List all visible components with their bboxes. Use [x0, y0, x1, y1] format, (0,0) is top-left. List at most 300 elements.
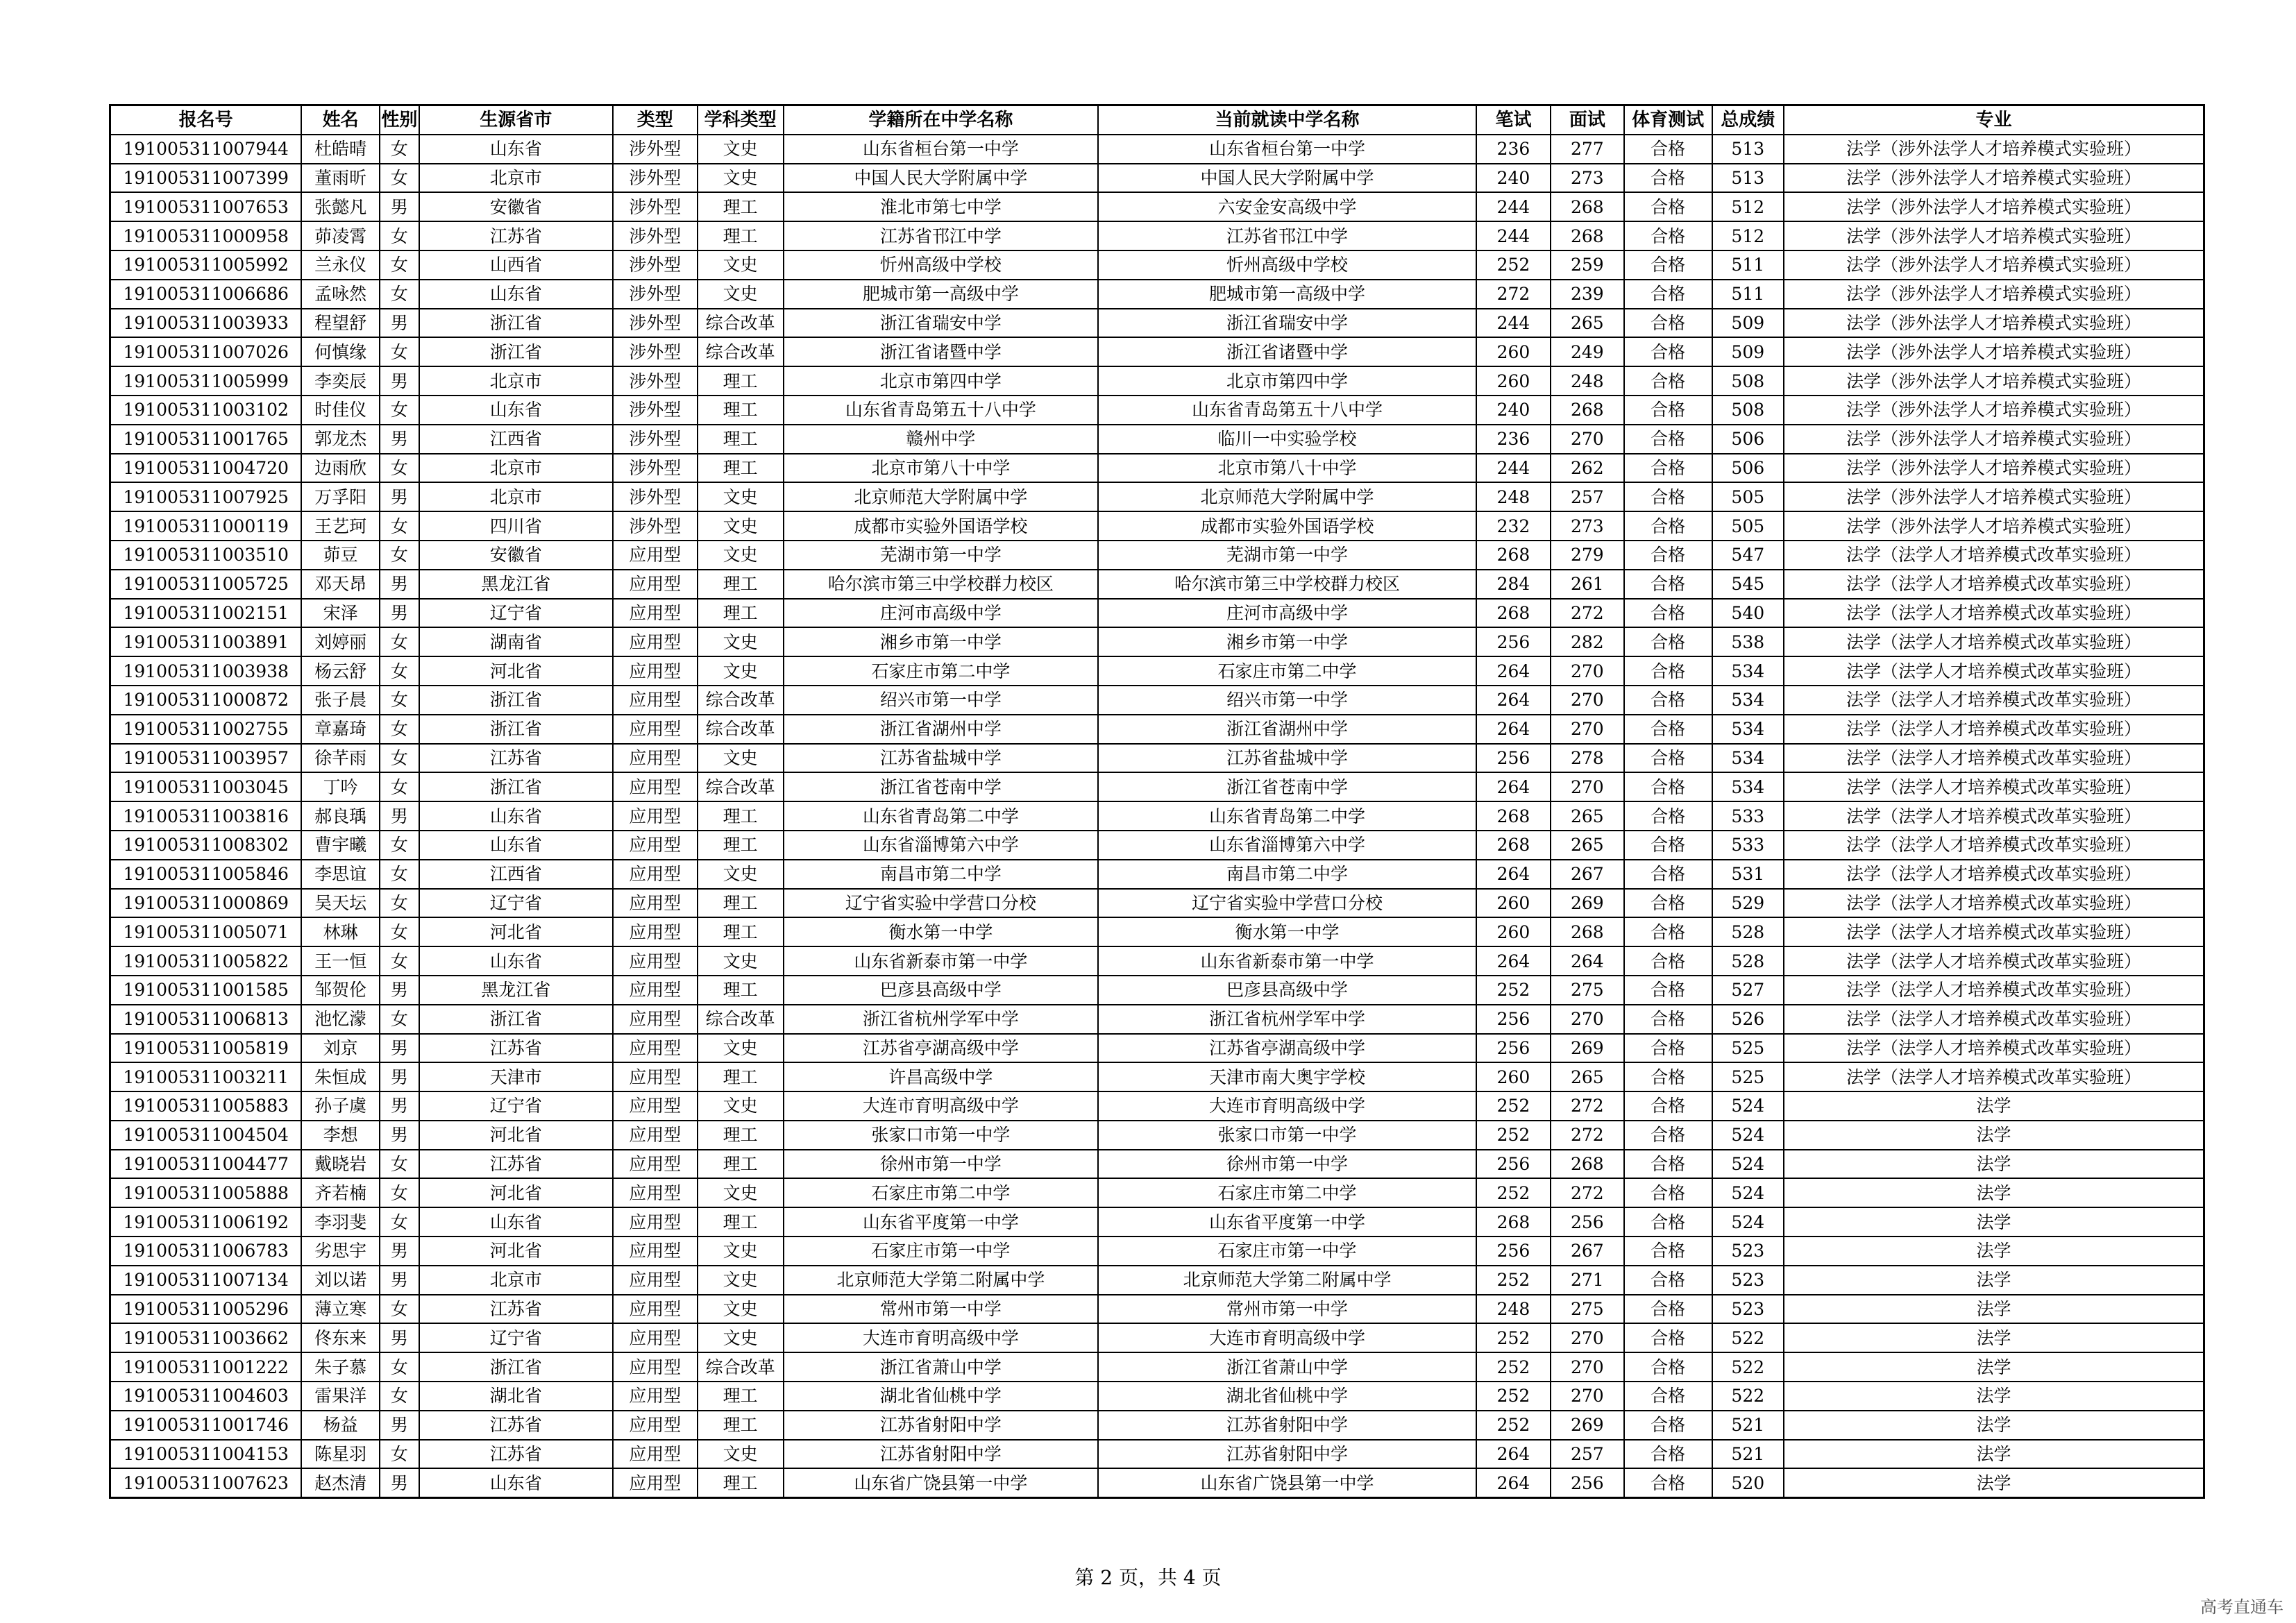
cell-major: 法学	[1784, 1468, 2204, 1497]
cell-written-score: 240	[1476, 396, 1551, 425]
cell-registration-no: 191005311007925	[110, 482, 302, 511]
cell-total-score: 524	[1712, 1091, 1784, 1121]
cell-subject-type: 理工	[698, 917, 784, 946]
cell-subject-type: 文史	[698, 656, 784, 686]
col-header-total-score: 总成绩	[1712, 105, 1784, 135]
cell-registration-no: 191005311004153	[110, 1440, 302, 1469]
cell-subject-type: 文史	[698, 1178, 784, 1207]
cell-subject-type: 理工	[698, 599, 784, 628]
cell-pe-result: 合格	[1624, 976, 1712, 1005]
cell-province: 浙江省	[419, 309, 613, 338]
cell-written-score: 232	[1476, 511, 1551, 541]
cell-total-score: 522	[1712, 1382, 1784, 1411]
cell-registration-no: 191005311007623	[110, 1468, 302, 1497]
cell-current-school: 肥城市第一高级中学	[1098, 280, 1476, 309]
cell-name: 曹宇曦	[301, 831, 380, 860]
cell-province: 辽宁省	[419, 1091, 613, 1121]
cell-registration-no: 191005311007399	[110, 164, 302, 193]
cell-province: 山东省	[419, 946, 613, 976]
cell-pe-result: 合格	[1624, 860, 1712, 889]
cell-subject-type: 文史	[698, 1295, 784, 1324]
table-row	[110, 656, 2204, 686]
cell-total-score: 521	[1712, 1411, 1784, 1440]
cell-interview-score: 270	[1551, 686, 1623, 715]
cell-gender: 男	[380, 599, 419, 628]
col-header-gender: 性别	[380, 105, 419, 135]
cell-registered-school: 大连市育明高级中学	[784, 1323, 1099, 1352]
cell-current-school: 湖北省仙桃中学	[1098, 1382, 1476, 1411]
cell-interview-score: 270	[1551, 1382, 1623, 1411]
cell-gender: 男	[380, 1468, 419, 1497]
cell-major: 法学（涉外法学人才培养模式实验班）	[1784, 396, 2204, 425]
cell-registered-school: 巴彦县高级中学	[784, 976, 1099, 1005]
cell-province: 山东省	[419, 396, 613, 425]
cell-registered-school: 大连市育明高级中学	[784, 1091, 1099, 1121]
cell-province: 河北省	[419, 656, 613, 686]
cell-total-score: 526	[1712, 1005, 1784, 1034]
cell-total-score: 540	[1712, 599, 1784, 628]
cell-subject-type: 文史	[698, 482, 784, 511]
cell-gender: 男	[380, 1121, 419, 1150]
cell-pe-result: 合格	[1624, 831, 1712, 860]
cell-name: 董雨昕	[301, 164, 380, 193]
cell-type: 应用型	[613, 686, 698, 715]
cell-subject-type: 理工	[698, 1468, 784, 1497]
cell-type: 涉外型	[613, 280, 698, 309]
cell-gender: 女	[380, 1150, 419, 1179]
cell-current-school: 大连市育明高级中学	[1098, 1091, 1476, 1121]
cell-subject-type: 理工	[698, 801, 784, 831]
cell-registered-school: 忻州高级中学校	[784, 250, 1099, 280]
cell-registered-school: 北京市第四中学	[784, 366, 1099, 396]
cell-current-school: 天津市南大奥宇学校	[1098, 1062, 1476, 1091]
cell-registration-no: 191005311003510	[110, 541, 302, 570]
cell-type: 涉外型	[613, 511, 698, 541]
cell-total-score: 524	[1712, 1178, 1784, 1207]
cell-gender: 女	[380, 337, 419, 366]
cell-type: 应用型	[613, 801, 698, 831]
col-header-province: 生源省市	[419, 105, 613, 135]
cell-current-school: 江苏省亭湖高级中学	[1098, 1034, 1476, 1063]
cell-major: 法学（涉外法学人才培养模式实验班）	[1784, 280, 2204, 309]
cell-name: 张子晨	[301, 686, 380, 715]
cell-major: 法学（涉外法学人才培养模式实验班）	[1784, 250, 2204, 280]
table-row	[110, 1150, 2204, 1179]
cell-gender: 男	[380, 1411, 419, 1440]
cell-registration-no: 191005311006783	[110, 1237, 302, 1266]
cell-current-school: 山东省青岛第五十八中学	[1098, 396, 1476, 425]
cell-gender: 女	[380, 1352, 419, 1382]
cell-pe-result: 合格	[1624, 454, 1712, 483]
cell-province: 浙江省	[419, 686, 613, 715]
cell-total-score: 545	[1712, 570, 1784, 599]
cell-total-score: 520	[1712, 1468, 1784, 1497]
cell-registration-no: 191005311005819	[110, 1034, 302, 1063]
cell-interview-score: 267	[1551, 1237, 1623, 1266]
cell-current-school: 北京市第四中学	[1098, 366, 1476, 396]
cell-province: 江苏省	[419, 1440, 613, 1469]
cell-registered-school: 山东省青岛第五十八中学	[784, 396, 1099, 425]
cell-gender: 女	[380, 164, 419, 193]
cell-pe-result: 合格	[1624, 1266, 1712, 1295]
cell-type: 涉外型	[613, 135, 698, 164]
cell-subject-type: 文史	[698, 135, 784, 164]
cell-registered-school: 芜湖市第一中学	[784, 541, 1099, 570]
table-row	[110, 192, 2204, 221]
cell-current-school: 北京师范大学第二附属中学	[1098, 1266, 1476, 1295]
cell-type: 涉外型	[613, 192, 698, 221]
cell-current-school: 巴彦县高级中学	[1098, 976, 1476, 1005]
cell-interview-score: 256	[1551, 1207, 1623, 1237]
cell-registered-school: 赣州中学	[784, 425, 1099, 454]
cell-province: 辽宁省	[419, 889, 613, 918]
cell-current-school: 北京市第八十中学	[1098, 454, 1476, 483]
cell-registered-school: 肥城市第一高级中学	[784, 280, 1099, 309]
cell-major: 法学（法学人才培养模式改革实验班）	[1784, 656, 2204, 686]
cell-current-school: 浙江省萧山中学	[1098, 1352, 1476, 1382]
cell-province: 山东省	[419, 1468, 613, 1497]
cell-total-score: 505	[1712, 511, 1784, 541]
cell-total-score: 525	[1712, 1062, 1784, 1091]
cell-province: 浙江省	[419, 1005, 613, 1034]
cell-written-score: 264	[1476, 1468, 1551, 1497]
cell-interview-score: 272	[1551, 1091, 1623, 1121]
cell-province: 天津市	[419, 1062, 613, 1091]
cell-name: 朱子慕	[301, 1352, 380, 1382]
cell-current-school: 浙江省苍南中学	[1098, 772, 1476, 801]
cell-subject-type: 文史	[698, 744, 784, 773]
cell-pe-result: 合格	[1624, 599, 1712, 628]
cell-written-score: 252	[1476, 1382, 1551, 1411]
cell-major: 法学（涉外法学人才培养模式实验班）	[1784, 309, 2204, 338]
cell-major: 法学（法学人才培养模式改革实验班）	[1784, 1005, 2204, 1034]
cell-name: 池忆濛	[301, 1005, 380, 1034]
cell-current-school: 临川一中实验学校	[1098, 425, 1476, 454]
cell-gender: 男	[380, 192, 419, 221]
table-row	[110, 135, 2204, 164]
cell-subject-type: 文史	[698, 627, 784, 656]
cell-registration-no: 191005311005725	[110, 570, 302, 599]
cell-province: 辽宁省	[419, 1323, 613, 1352]
cell-registration-no: 191005311000869	[110, 889, 302, 918]
cell-name: 雷果洋	[301, 1382, 380, 1411]
cell-interview-score: 269	[1551, 1034, 1623, 1063]
cell-major: 法学（法学人才培养模式改革实验班）	[1784, 541, 2204, 570]
table-row	[110, 1005, 2204, 1034]
table-row	[110, 1440, 2204, 1469]
cell-subject-type: 理工	[698, 454, 784, 483]
cell-name: 孙子虞	[301, 1091, 380, 1121]
cell-interview-score: 272	[1551, 1121, 1623, 1150]
cell-major: 法学	[1784, 1440, 2204, 1469]
table-row	[110, 1295, 2204, 1324]
cell-type: 应用型	[613, 1121, 698, 1150]
cell-pe-result: 合格	[1624, 1150, 1712, 1179]
cell-written-score: 268	[1476, 541, 1551, 570]
cell-current-school: 山东省广饶县第一中学	[1098, 1468, 1476, 1497]
cell-province: 山西省	[419, 250, 613, 280]
cell-type: 涉外型	[613, 396, 698, 425]
cell-interview-score: 256	[1551, 1468, 1623, 1497]
cell-gender: 男	[380, 1323, 419, 1352]
cell-written-score: 244	[1476, 454, 1551, 483]
cell-province: 江苏省	[419, 221, 613, 250]
cell-major: 法学（涉外法学人才培养模式实验班）	[1784, 425, 2204, 454]
cell-written-score: 268	[1476, 831, 1551, 860]
cell-name: 杜皓晴	[301, 135, 380, 164]
cell-interview-score: 261	[1551, 570, 1623, 599]
cell-registration-no: 191005311001222	[110, 1352, 302, 1382]
cell-registered-school: 石家庄市第二中学	[784, 1178, 1099, 1207]
cell-subject-type: 综合改革	[698, 309, 784, 338]
cell-pe-result: 合格	[1624, 686, 1712, 715]
cell-written-score: 264	[1476, 656, 1551, 686]
cell-gender: 男	[380, 1237, 419, 1266]
cell-major: 法学（法学人才培养模式改革实验班）	[1784, 744, 2204, 773]
cell-pe-result: 合格	[1624, 366, 1712, 396]
cell-name: 张懿凡	[301, 192, 380, 221]
cell-total-score: 512	[1712, 221, 1784, 250]
cell-written-score: 252	[1476, 1352, 1551, 1382]
cell-registration-no: 191005311005888	[110, 1178, 302, 1207]
cell-name: 邹贺伦	[301, 976, 380, 1005]
col-header-type: 类型	[613, 105, 698, 135]
cell-name: 李奕辰	[301, 366, 380, 396]
col-header-name: 姓名	[301, 105, 380, 135]
cell-subject-type: 理工	[698, 192, 784, 221]
cell-registered-school: 江苏省射阳中学	[784, 1440, 1099, 1469]
cell-name: 赵杰清	[301, 1468, 380, 1497]
cell-current-school: 山东省桓台第一中学	[1098, 135, 1476, 164]
cell-total-score: 525	[1712, 1034, 1784, 1063]
cell-pe-result: 合格	[1624, 1178, 1712, 1207]
cell-interview-score: 268	[1551, 192, 1623, 221]
cell-major: 法学（法学人才培养模式改革实验班）	[1784, 946, 2204, 976]
cell-name: 林琳	[301, 917, 380, 946]
table-row	[110, 366, 2204, 396]
cell-province: 山东省	[419, 135, 613, 164]
cell-current-school: 湘乡市第一中学	[1098, 627, 1476, 656]
cell-subject-type: 文史	[698, 250, 784, 280]
table-row	[110, 1323, 2204, 1352]
cell-gender: 女	[380, 1295, 419, 1324]
cell-pe-result: 合格	[1624, 917, 1712, 946]
cell-name: 李羽斐	[301, 1207, 380, 1237]
cell-province: 湖北省	[419, 1382, 613, 1411]
col-header-registration-no: 报名号	[110, 105, 302, 135]
cell-pe-result: 合格	[1624, 250, 1712, 280]
cell-type: 涉外型	[613, 309, 698, 338]
cell-registered-school: 浙江省杭州学军中学	[784, 1005, 1099, 1034]
cell-registration-no: 191005311000872	[110, 686, 302, 715]
cell-major: 法学（法学人才培养模式改革实验班）	[1784, 627, 2204, 656]
cell-registration-no: 191005311005846	[110, 860, 302, 889]
table-row	[110, 686, 2204, 715]
cell-gender: 男	[380, 482, 419, 511]
cell-written-score: 256	[1476, 1237, 1551, 1266]
cell-gender: 女	[380, 917, 419, 946]
cell-registration-no: 191005311005883	[110, 1091, 302, 1121]
cell-interview-score: 262	[1551, 454, 1623, 483]
watermark: 高考直通车	[2200, 1597, 2284, 1617]
cell-major: 法学（涉外法学人才培养模式实验班）	[1784, 192, 2204, 221]
cell-type: 涉外型	[613, 482, 698, 511]
cell-interview-score: 268	[1551, 221, 1623, 250]
cell-registration-no: 191005311007134	[110, 1266, 302, 1295]
cell-province: 江苏省	[419, 1034, 613, 1063]
table-row	[110, 570, 2204, 599]
cell-type: 涉外型	[613, 366, 698, 396]
cell-pe-result: 合格	[1624, 1382, 1712, 1411]
cell-written-score: 252	[1476, 250, 1551, 280]
cell-registered-school: 湘乡市第一中学	[784, 627, 1099, 656]
cell-written-score: 244	[1476, 192, 1551, 221]
cell-province: 北京市	[419, 454, 613, 483]
cell-gender: 女	[380, 831, 419, 860]
cell-interview-score: 265	[1551, 801, 1623, 831]
cell-major: 法学（法学人才培养模式改革实验班）	[1784, 686, 2204, 715]
cell-type: 应用型	[613, 1468, 698, 1497]
cell-interview-score: 273	[1551, 511, 1623, 541]
cell-major: 法学（涉外法学人才培养模式实验班）	[1784, 511, 2204, 541]
cell-written-score: 256	[1476, 1150, 1551, 1179]
cell-type: 应用型	[613, 715, 698, 744]
cell-name: 丁吟	[301, 772, 380, 801]
cell-registered-school: 绍兴市第一中学	[784, 686, 1099, 715]
cell-current-school: 浙江省湖州中学	[1098, 715, 1476, 744]
cell-total-score: 506	[1712, 454, 1784, 483]
cell-subject-type: 文史	[698, 1237, 784, 1266]
cell-type: 应用型	[613, 889, 698, 918]
cell-total-score: 522	[1712, 1323, 1784, 1352]
cell-current-school: 庄河市高级中学	[1098, 599, 1476, 628]
table-row	[110, 454, 2204, 483]
table-body	[110, 135, 2204, 1498]
cell-interview-score: 267	[1551, 860, 1623, 889]
cell-registered-school: 山东省新泰市第一中学	[784, 946, 1099, 976]
table-row	[110, 511, 2204, 541]
cell-type: 应用型	[613, 1062, 698, 1091]
table-row	[110, 250, 2204, 280]
table-row	[110, 425, 2204, 454]
cell-subject-type: 文史	[698, 164, 784, 193]
cell-current-school: 南昌市第二中学	[1098, 860, 1476, 889]
cell-total-score: 509	[1712, 337, 1784, 366]
table-row	[110, 801, 2204, 831]
cell-major: 法学	[1784, 1207, 2204, 1237]
cell-total-score: 529	[1712, 889, 1784, 918]
cell-major: 法学（法学人才培养模式改革实验班）	[1784, 1062, 2204, 1091]
cell-pe-result: 合格	[1624, 135, 1712, 164]
cell-total-score: 523	[1712, 1237, 1784, 1266]
cell-type: 应用型	[613, 627, 698, 656]
cell-major: 法学（法学人才培养模式改革实验班）	[1784, 801, 2204, 831]
cell-pe-result: 合格	[1624, 772, 1712, 801]
cell-subject-type: 理工	[698, 396, 784, 425]
cell-name: 时佳仪	[301, 396, 380, 425]
cell-type: 涉外型	[613, 250, 698, 280]
cell-province: 四川省	[419, 511, 613, 541]
cell-total-score: 511	[1712, 250, 1784, 280]
cell-name: 齐若楠	[301, 1178, 380, 1207]
cell-current-school: 山东省新泰市第一中学	[1098, 946, 1476, 976]
cell-written-score: 252	[1476, 1411, 1551, 1440]
cell-name: 李思谊	[301, 860, 380, 889]
cell-name: 徐芊雨	[301, 744, 380, 773]
cell-province: 江西省	[419, 860, 613, 889]
cell-name: 佟东来	[301, 1323, 380, 1352]
cell-interview-score: 282	[1551, 627, 1623, 656]
cell-pe-result: 合格	[1624, 1411, 1712, 1440]
cell-province: 湖南省	[419, 627, 613, 656]
cell-type: 应用型	[613, 917, 698, 946]
cell-pe-result: 合格	[1624, 946, 1712, 976]
cell-subject-type: 综合改革	[698, 1005, 784, 1034]
table-row	[110, 976, 2204, 1005]
cell-type: 应用型	[613, 1237, 698, 1266]
cell-pe-result: 合格	[1624, 482, 1712, 511]
cell-registration-no: 191005311007653	[110, 192, 302, 221]
cell-province: 黑龙江省	[419, 570, 613, 599]
cell-name: 王艺珂	[301, 511, 380, 541]
cell-gender: 女	[380, 860, 419, 889]
cell-type: 应用型	[613, 1440, 698, 1469]
cell-gender: 女	[380, 250, 419, 280]
cell-major: 法学（法学人才培养模式改革实验班）	[1784, 772, 2204, 801]
cell-major: 法学	[1784, 1352, 2204, 1382]
cell-total-score: 524	[1712, 1121, 1784, 1150]
cell-name: 郝良瑀	[301, 801, 380, 831]
cell-registered-school: 常州市第一中学	[784, 1295, 1099, 1324]
cell-interview-score: 270	[1551, 1323, 1623, 1352]
cell-interview-score: 239	[1551, 280, 1623, 309]
cell-interview-score: 257	[1551, 482, 1623, 511]
cell-written-score: 252	[1476, 1323, 1551, 1352]
cell-registration-no: 191005311004720	[110, 454, 302, 483]
cell-current-school: 石家庄市第二中学	[1098, 656, 1476, 686]
cell-subject-type: 综合改革	[698, 686, 784, 715]
cell-written-score: 252	[1476, 1266, 1551, 1295]
cell-major: 法学（法学人才培养模式改革实验班）	[1784, 917, 2204, 946]
cell-major: 法学	[1784, 1411, 2204, 1440]
cell-gender: 女	[380, 656, 419, 686]
cell-interview-score: 279	[1551, 541, 1623, 570]
cell-name: 邓天昂	[301, 570, 380, 599]
cell-type: 应用型	[613, 656, 698, 686]
cell-interview-score: 248	[1551, 366, 1623, 396]
cell-name: 程望舒	[301, 309, 380, 338]
cell-major: 法学（涉外法学人才培养模式实验班）	[1784, 454, 2204, 483]
cell-type: 涉外型	[613, 164, 698, 193]
cell-province: 北京市	[419, 164, 613, 193]
cell-registration-no: 191005311001746	[110, 1411, 302, 1440]
cell-total-score: 527	[1712, 976, 1784, 1005]
cell-pe-result: 合格	[1624, 164, 1712, 193]
cell-registration-no: 191005311005296	[110, 1295, 302, 1324]
cell-gender: 男	[380, 801, 419, 831]
cell-registered-school: 衡水第一中学	[784, 917, 1099, 946]
cell-total-score: 508	[1712, 366, 1784, 396]
cell-registered-school: 浙江省萧山中学	[784, 1352, 1099, 1382]
table-row	[110, 917, 2204, 946]
cell-current-school: 江苏省邗江中学	[1098, 221, 1476, 250]
cell-name: 王一恒	[301, 946, 380, 976]
cell-registration-no: 191005311002755	[110, 715, 302, 744]
cell-type: 应用型	[613, 1295, 698, 1324]
cell-total-score: 523	[1712, 1266, 1784, 1295]
cell-name: 李想	[301, 1121, 380, 1150]
cell-current-school: 石家庄市第一中学	[1098, 1237, 1476, 1266]
